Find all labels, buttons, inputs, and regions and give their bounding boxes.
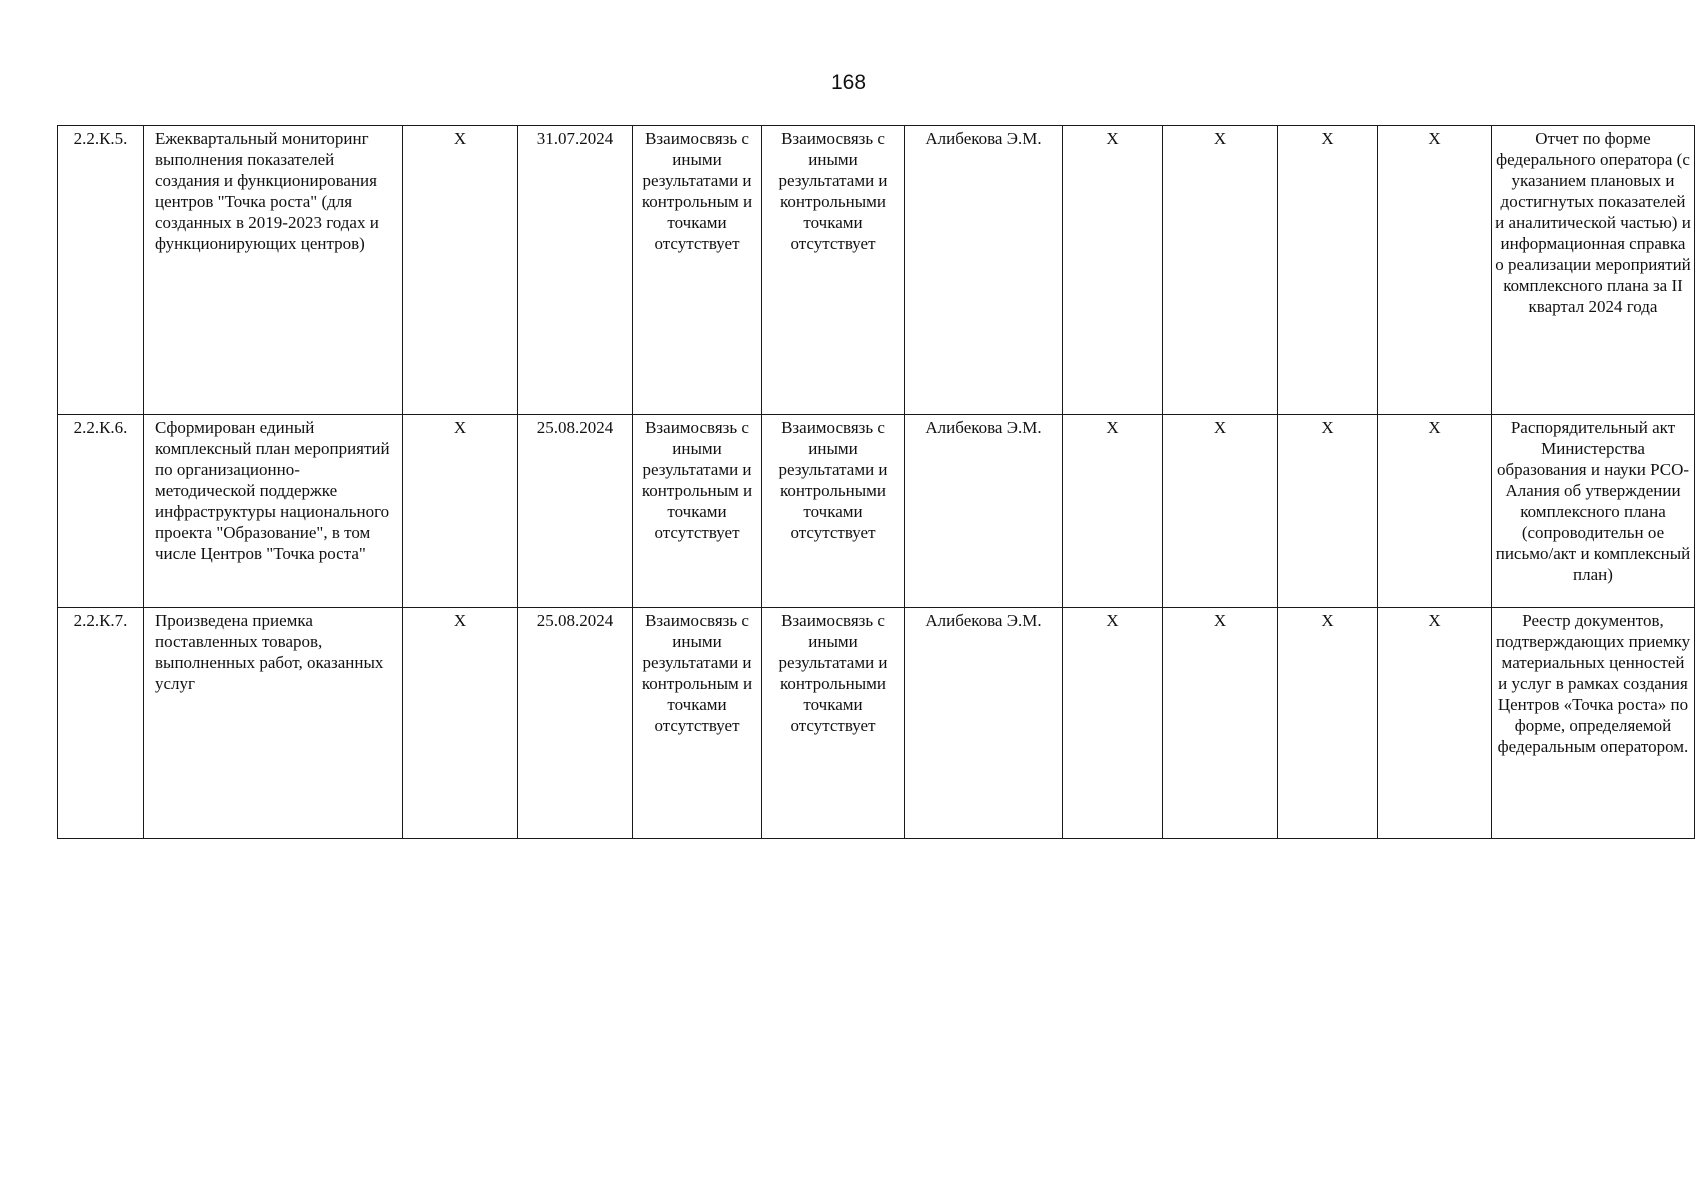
row-name: Произведена приемка поставленных товаров, выполненных работ, оказанных услуг [144, 608, 403, 839]
row-next-link: Взаимосвязь с иными результатами и контрольными точками отсутствует [762, 126, 905, 415]
row-name: Сформирован единый комплексный план мероприятий по организационно-методической поддержке инфраструктуры национального проекта "Образование", в том числе Центров "Точка роста" [144, 415, 403, 608]
row-x2: Х [1163, 608, 1278, 839]
row-document: Реестр документов, подтверждающих приемку материальных ценностей и услуг в рамках создания Центров «Точка роста» по форме, определяемой федеральным оператором. [1492, 608, 1695, 839]
row-col3: Х [403, 608, 518, 839]
row-x2: Х [1163, 415, 1278, 608]
table-row [58, 608, 1695, 839]
row-x1: Х [1063, 126, 1163, 415]
row-next-link: Взаимосвязь с иными результатами и контрольными точками отсутствует [762, 415, 905, 608]
row-x4: Х [1378, 608, 1492, 839]
row-x4: Х [1378, 415, 1492, 608]
row-responsible: Алибекова Э.М. [905, 126, 1063, 415]
row-date: 31.07.2024 [518, 126, 633, 415]
row-code: 2.2.К.7. [58, 608, 144, 839]
row-code: 2.2.К.6. [58, 415, 144, 608]
row-name: Ежеквартальный мониторинг выполнения показателей создания и функционирования центров "Точка роста" (для созданных в 2019-2023 годах и функционирующих центров) [144, 126, 403, 415]
row-code: 2.2.К.5. [58, 126, 144, 415]
row-date: 25.08.2024 [518, 415, 633, 608]
row-x2: Х [1163, 126, 1278, 415]
control-points-table [57, 125, 1695, 839]
row-x3: Х [1278, 608, 1378, 839]
row-date: 25.08.2024 [518, 608, 633, 839]
row-col3: Х [403, 126, 518, 415]
row-prev-link: Взаимосвязь с иными результатами и контрольным и точками отсутствует [633, 126, 762, 415]
row-document: Распорядительный акт Министерства образования и науки РСО-Алания об утверждении комплексного плана (сопроводительн ое письмо/акт и комплексный план) [1492, 415, 1695, 608]
row-document: Отчет по форме федерального оператора (с указанием плановых и достигнутых показателей и аналитической частью) и информационная справка о реализации мероприятий комплексного плана за II квартал 2024 года [1492, 126, 1695, 415]
row-prev-link: Взаимосвязь с иными результатами и контрольным и точками отсутствует [633, 415, 762, 608]
row-x1: Х [1063, 608, 1163, 839]
row-x4: Х [1378, 126, 1492, 415]
row-x3: Х [1278, 415, 1378, 608]
table-row [58, 126, 1695, 415]
row-x1: Х [1063, 415, 1163, 608]
row-responsible: Алибекова Э.М. [905, 608, 1063, 839]
table-row [58, 415, 1695, 608]
row-x3: Х [1278, 126, 1378, 415]
row-responsible: Алибекова Э.М. [905, 415, 1063, 608]
row-prev-link: Взаимосвязь с иными результатами и контрольным и точками отсутствует [633, 608, 762, 839]
row-next-link: Взаимосвязь с иными результатами и контрольными точками отсутствует [762, 608, 905, 839]
page-number: 168 [830, 71, 867, 94]
row-col3: Х [403, 415, 518, 608]
